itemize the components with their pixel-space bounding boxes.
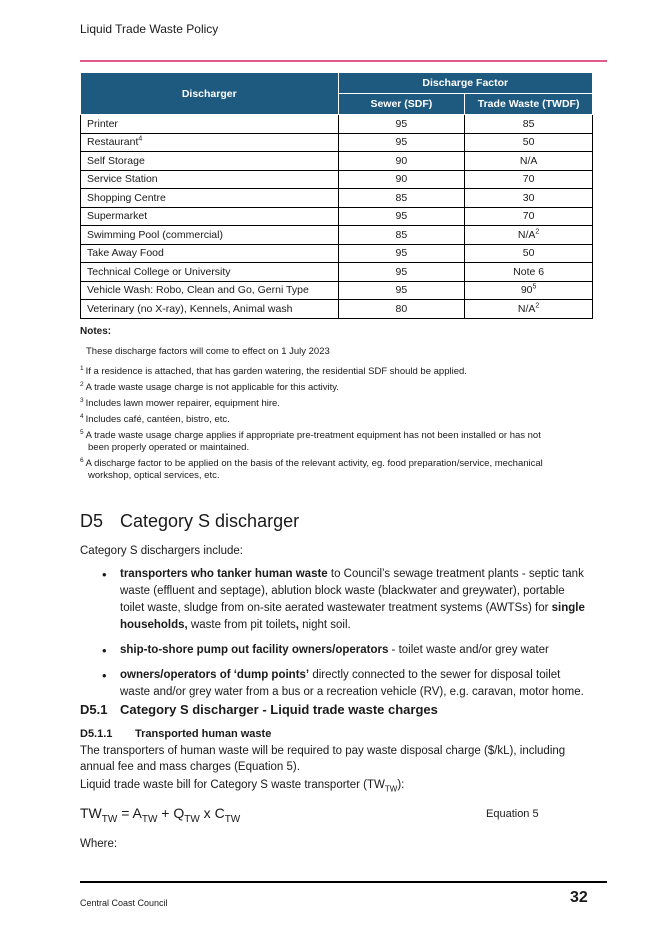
- equation-5: [80, 805, 241, 825]
- cell-twdf-text: 70: [522, 210, 535, 223]
- footer-divider: [80, 881, 607, 883]
- footnote-marker: 2: [535, 228, 540, 236]
- note-effective-date: These discharge factors will come to effect on 1 July 2023: [86, 346, 330, 357]
- note-6: [80, 455, 580, 482]
- bill-text-subscript: TW: [384, 784, 398, 794]
- cell-discharger-text: Take Away Food: [87, 247, 164, 260]
- cell-discharger: [81, 152, 339, 171]
- cell-discharger-text: Vehicle Wash: Robo, Clean and Go, Gerni Type: [87, 284, 309, 297]
- list-item-bold: owners/operators of ‘dump points’: [120, 669, 310, 681]
- eq-plus: +: [157, 805, 174, 821]
- cell-twdf: [465, 115, 593, 134]
- eq-a-sub: TW: [141, 813, 158, 825]
- cell-twdf-text: 50: [522, 136, 535, 149]
- cell-sdf-text: 95: [395, 210, 408, 223]
- eq-tw: TW: [80, 805, 102, 821]
- section-d51-heading: [80, 702, 438, 717]
- cell-sdf-text: 80: [395, 302, 408, 315]
- section-d5-title: Category S discharger: [120, 511, 300, 531]
- section-d511-number: D5.1.1: [80, 728, 113, 740]
- cell-twdf: [465, 244, 593, 263]
- cell-twdf-text: N/A: [517, 228, 536, 241]
- cell-sdf-text: 95: [395, 265, 408, 278]
- cell-sdf: [338, 207, 465, 226]
- col-header-sdf: Sewer (SDF): [338, 94, 465, 115]
- header-divider: [80, 60, 607, 62]
- list-item: [80, 566, 590, 634]
- cell-discharger-text: Printer: [87, 117, 118, 130]
- list-item-text: night soil.: [298, 619, 351, 631]
- cell-twdf: [465, 263, 593, 282]
- table-body: [81, 115, 593, 319]
- cell-sdf: [338, 189, 465, 208]
- section-d511-paragraph: The transporters of human waste will be required to pay waste disposal charge ($/kL), including annual fee and mass charges (Equation 5).: [80, 745, 566, 773]
- cell-discharger: [81, 189, 339, 208]
- note-3-text: Includes lawn mower repairer, equipment hire.: [85, 398, 280, 410]
- eq-c: C: [214, 805, 225, 821]
- table-row: [81, 244, 593, 263]
- discharge-factor-table: [80, 72, 593, 319]
- cell-discharger: [81, 133, 339, 152]
- section-d5-number: D5: [80, 511, 104, 531]
- eq-c-sub: TW: [224, 813, 241, 825]
- note-5: [80, 427, 580, 454]
- section-d511-title: Transported human waste: [135, 728, 272, 740]
- cell-discharger-text: Veterinary (no X-ray), Kennels, Animal wash: [87, 302, 293, 315]
- cell-sdf: [338, 170, 465, 189]
- note-4-marker: 4: [80, 413, 84, 420]
- cell-discharger-text: Technical College or University: [87, 265, 231, 278]
- note-2-text: A trade waste usage charge is not applicable for this activity.: [85, 382, 339, 394]
- col-header-discharger: Discharger: [81, 73, 339, 115]
- cell-discharger: [81, 244, 339, 263]
- cell-sdf: [338, 152, 465, 171]
- cell-twdf-text: N/A: [519, 154, 538, 167]
- note-6-marker: 6: [80, 457, 84, 464]
- col-header-discharge-factor: Discharge Factor: [338, 73, 593, 94]
- table-row: [81, 281, 593, 300]
- note-6-continuation: workshop, optical services, etc.: [88, 470, 220, 482]
- document-header-title: Liquid Trade Waste Policy: [80, 22, 219, 36]
- section-d5-heading: [80, 511, 299, 532]
- eq-q-sub: TW: [184, 813, 200, 825]
- cell-discharger-text: Shopping Centre: [87, 191, 166, 204]
- cell-twdf-text: Note 6: [513, 265, 545, 278]
- cell-sdf: [338, 300, 465, 319]
- cell-sdf: [338, 281, 465, 300]
- cell-twdf-text: 70: [522, 173, 535, 186]
- note-4: [80, 411, 580, 426]
- table-row: [81, 152, 593, 171]
- section-d511-heading: [80, 728, 271, 740]
- cell-sdf-text: 95: [395, 117, 408, 130]
- note-1: [80, 363, 580, 378]
- cell-discharger-text: Restaurant: [87, 136, 139, 149]
- cell-discharger-text: Service Station: [87, 173, 158, 186]
- cell-twdf: [465, 300, 593, 319]
- cell-twdf: [465, 226, 593, 245]
- cell-sdf-text: 95: [395, 247, 408, 260]
- cell-sdf-text: 95: [395, 136, 408, 149]
- footnote-marker: 4: [138, 135, 143, 143]
- cell-discharger-text: Swimming Pool (commercial): [87, 228, 223, 241]
- col-header-twdf: Trade Waste (TWDF): [465, 94, 593, 115]
- cell-discharger: [81, 263, 339, 282]
- note-3-marker: 3: [80, 397, 84, 404]
- note-4-text: Includes café, cantéen, bistro, etc.: [85, 414, 230, 426]
- page-number: 32: [570, 889, 588, 906]
- cell-twdf: [465, 207, 593, 226]
- cell-discharger: [81, 300, 339, 319]
- note-2-marker: 2: [80, 381, 84, 388]
- cell-twdf: [465, 170, 593, 189]
- list-item: [80, 642, 590, 659]
- list-item-text: to Council’s sewage treatment plants - septic tank waste (effluent and septage), ablution block waste (blackwater and greywater), portable toilet waste, sludge from on-site aerated wastewater treatment systems (AWTSs) for: [120, 568, 584, 614]
- table-row: [81, 263, 593, 282]
- cell-discharger: [81, 115, 339, 134]
- table-row: [81, 207, 593, 226]
- category-s-list: [80, 566, 590, 709]
- cell-twdf-text: 50: [522, 247, 535, 260]
- cell-discharger-text: Supermarket: [87, 210, 148, 223]
- cell-twdf-text: 30: [522, 191, 535, 204]
- cell-twdf-text: 90: [520, 284, 533, 297]
- cell-twdf: [465, 189, 593, 208]
- cell-sdf: [338, 226, 465, 245]
- table-row: [81, 189, 593, 208]
- note-1-text: If a residence is attached, that has garden watering, the residential SDF should be applied.: [85, 366, 467, 378]
- eq-tw-sub: TW: [101, 813, 118, 825]
- note-5-text: A trade waste usage charge applies if appropriate pre-treatment equipment has not been installed or has not: [85, 430, 541, 442]
- footnote-marker: 5: [532, 283, 537, 291]
- footer-organisation: Central Coast Council: [80, 898, 168, 908]
- section-d51-title: Category S discharger - Liquid trade waste charges: [120, 702, 438, 717]
- list-item-text: - toilet waste and/or grey water: [388, 644, 549, 656]
- cell-twdf: [465, 152, 593, 171]
- eq-equals: =: [117, 805, 133, 821]
- cell-sdf-text: 95: [395, 284, 408, 297]
- eq-a: A: [132, 805, 142, 821]
- table-row: [81, 133, 593, 152]
- cell-discharger: [81, 226, 339, 245]
- cell-twdf-text: 85: [522, 117, 535, 130]
- list-item-bold: ,: [295, 619, 299, 631]
- cell-sdf-text: 85: [395, 228, 408, 241]
- list-item-text: waste from pit toilets: [187, 619, 296, 631]
- cell-discharger-text: Self Storage: [87, 154, 145, 167]
- table-row: [81, 170, 593, 189]
- cell-twdf: [465, 133, 593, 152]
- eq-times: x: [199, 805, 215, 821]
- list-item: [80, 667, 590, 701]
- note-3: [80, 395, 580, 410]
- list-item-bold: transporters who tanker human waste: [120, 568, 328, 580]
- note-5-continuation: been properly operated or maintained.: [88, 442, 250, 454]
- cell-sdf: [338, 244, 465, 263]
- table-row: [81, 300, 593, 319]
- cell-twdf: [465, 281, 593, 300]
- section-d51-number: D5.1: [80, 702, 108, 717]
- section-d5-intro: Category S dischargers include:: [80, 545, 243, 557]
- table-row: [81, 226, 593, 245]
- equation-label: Equation 5: [486, 808, 539, 820]
- where-label: Where:: [80, 838, 118, 850]
- notes-title: Notes:: [80, 326, 112, 337]
- cell-sdf: [338, 133, 465, 152]
- note-1-marker: 1: [80, 365, 84, 372]
- cell-sdf-text: 90: [395, 173, 408, 186]
- footnote-marker: 2: [535, 302, 540, 310]
- bill-text-post: ):: [397, 779, 405, 791]
- cell-sdf: [338, 115, 465, 134]
- note-2: [80, 379, 580, 394]
- table-row: [81, 115, 593, 134]
- eq-q: Q: [173, 805, 185, 821]
- cell-discharger: [81, 281, 339, 300]
- cell-sdf-text: 85: [395, 191, 408, 204]
- note-5-marker: 5: [80, 429, 84, 436]
- list-item-bold: ship-to-shore pump out facility owners/operators: [120, 644, 389, 656]
- cell-sdf-text: 90: [395, 154, 408, 167]
- cell-discharger: [81, 170, 339, 189]
- bill-text-pre: Liquid trade waste bill for Category S waste transporter (TW: [80, 779, 385, 791]
- cell-sdf: [338, 263, 465, 282]
- section-d511-bill-text: [80, 777, 580, 793]
- list-item-text: directly connected to the sewer for disposal toilet waste and/or grey water from a bus or a recreation vehicle (RV), e.g. caravan, motor home.: [120, 669, 584, 698]
- list-item-bold: single households,: [120, 602, 585, 631]
- cell-discharger: [81, 207, 339, 226]
- note-6-text: A discharge factor to be applied on the basis of the relevant activity, eg. food preparation/service, mechanical: [85, 458, 543, 470]
- cell-twdf-text: N/A: [517, 302, 536, 315]
